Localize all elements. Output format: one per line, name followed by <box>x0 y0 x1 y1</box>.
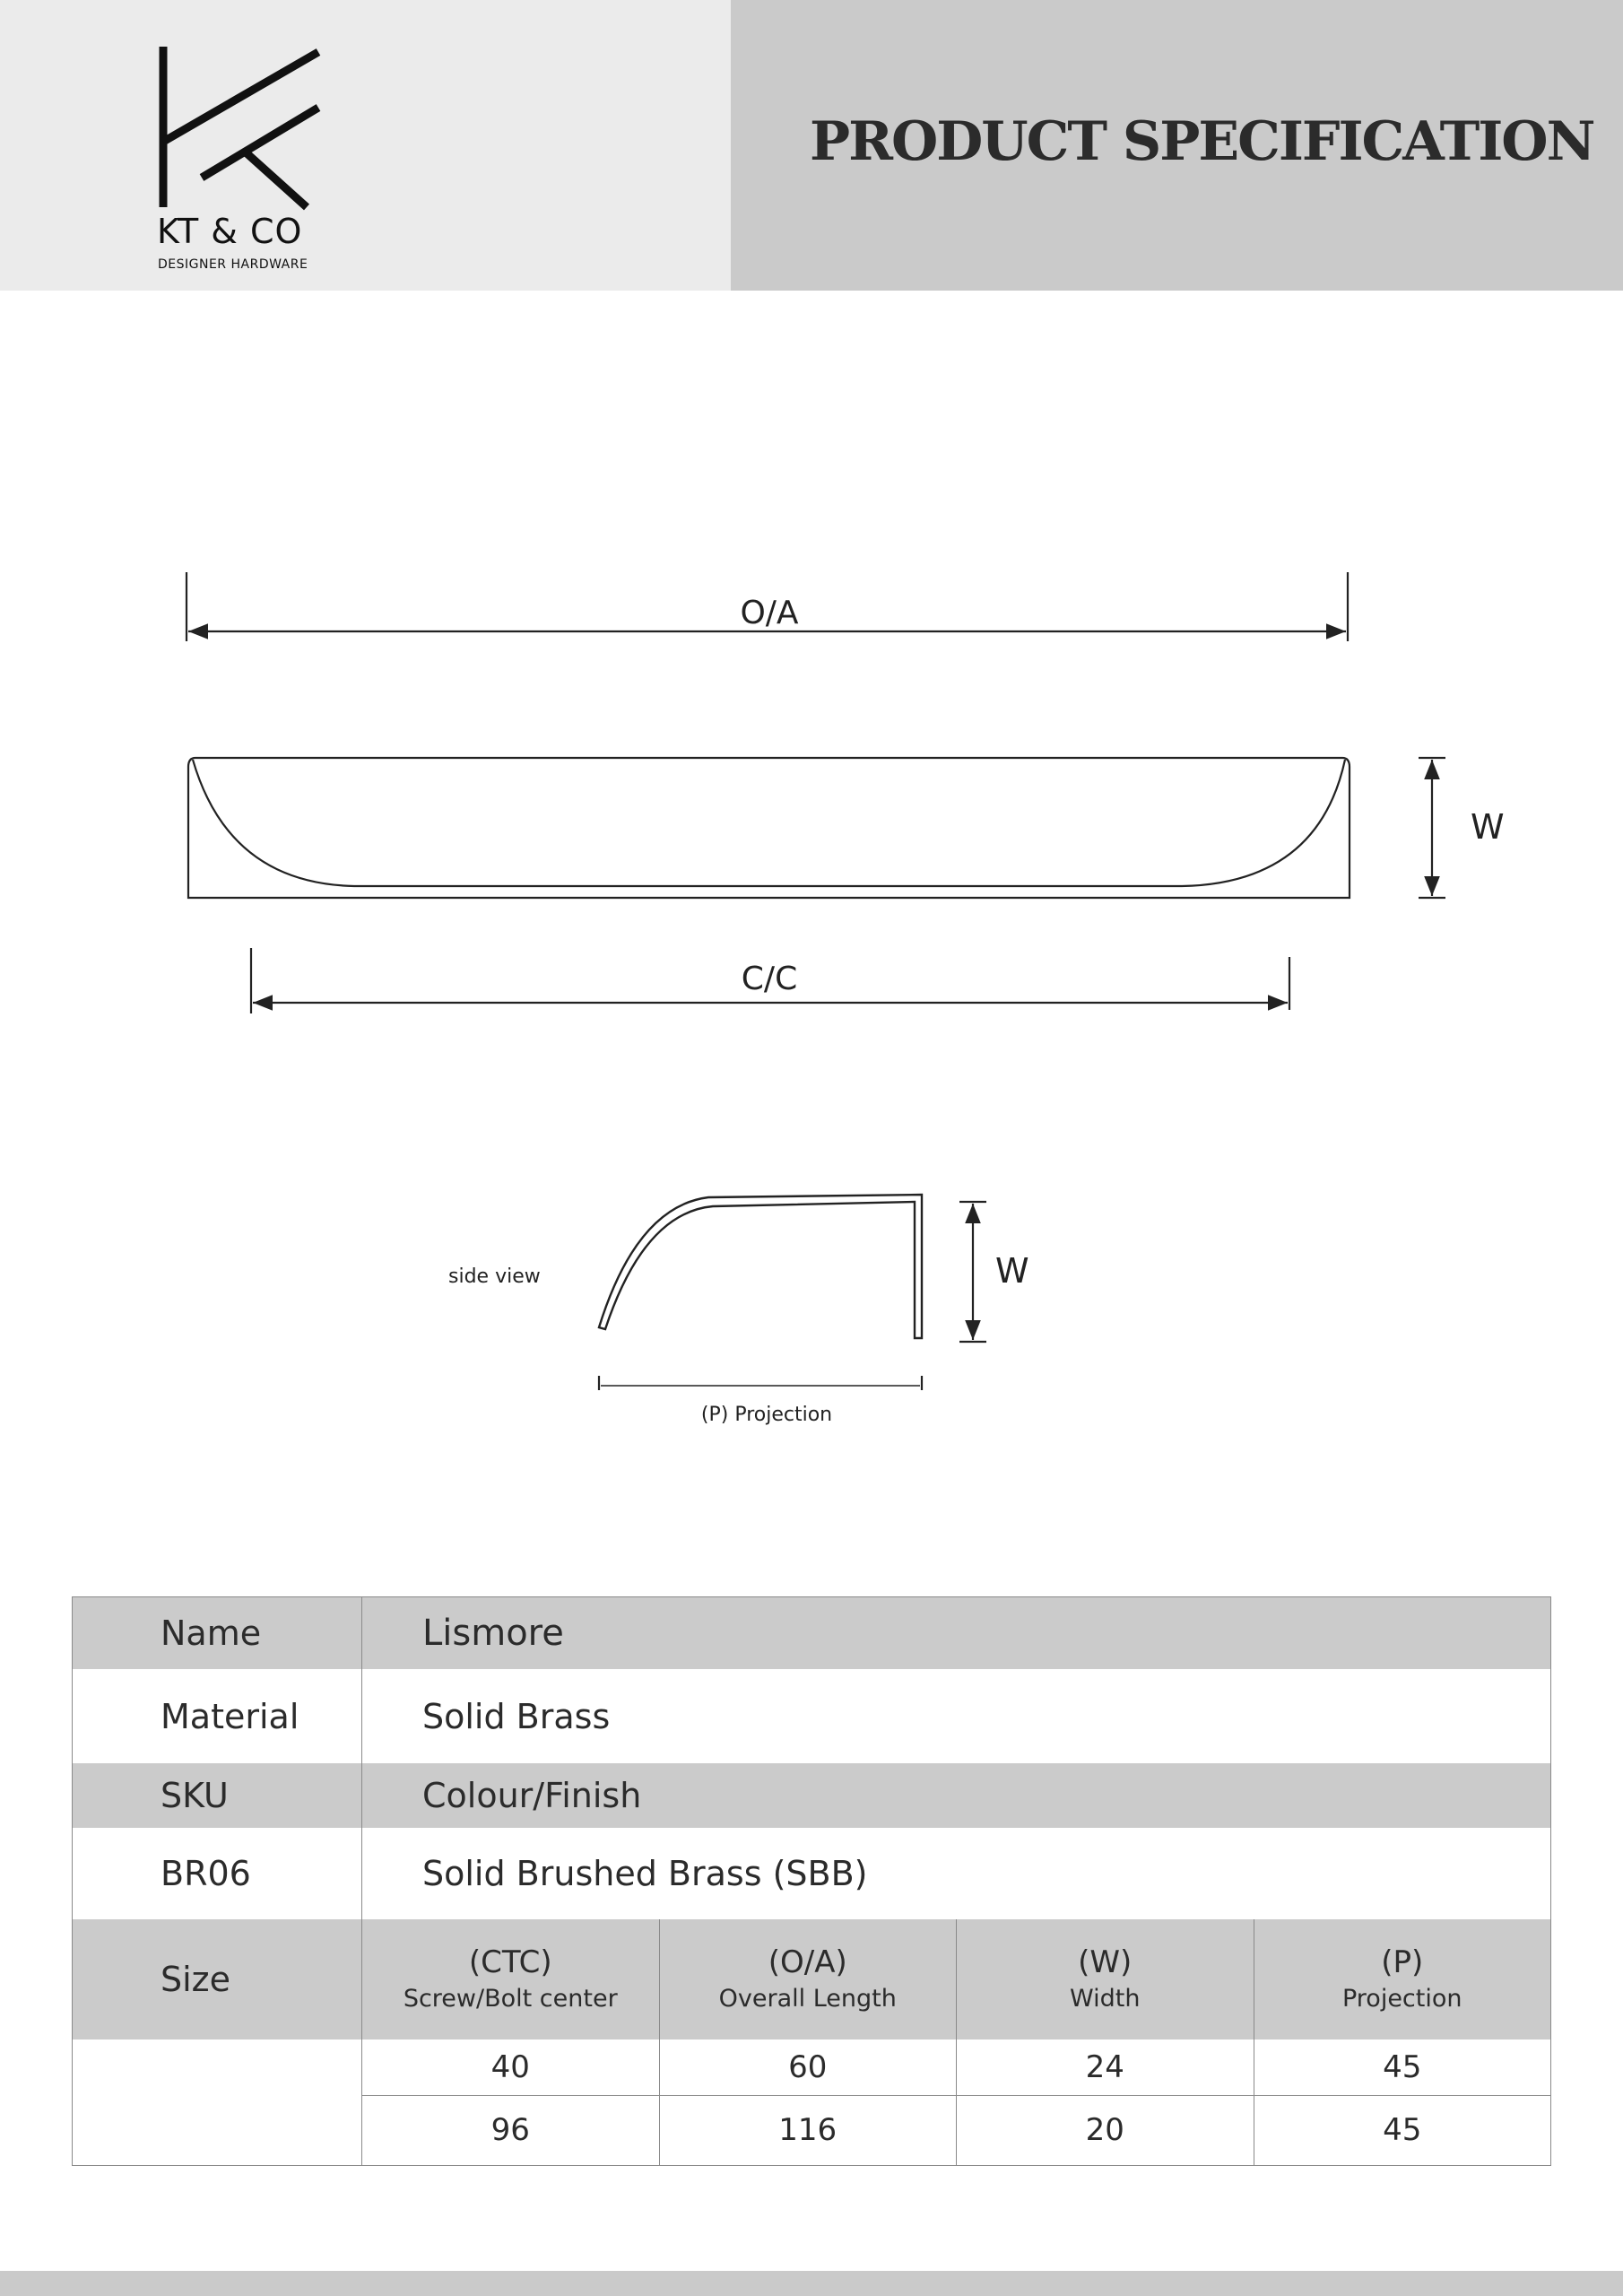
oa-label: O/A <box>740 595 799 631</box>
size-data-block <box>73 2039 1550 2165</box>
material-label: Material <box>161 1696 299 1736</box>
size-w-value: 24 <box>956 2039 1254 2095</box>
name-row <box>73 1597 1550 1669</box>
material-value: Solid Brass <box>361 1669 1550 1763</box>
w-label: W <box>1471 807 1505 847</box>
size-columns <box>361 1919 1550 2039</box>
finish-label: Colour/Finish <box>361 1763 1550 1828</box>
size-column-code: (CTC) <box>468 1944 552 1980</box>
finish-value: Solid Brushed Brass (SBB) <box>361 1828 1550 1919</box>
sku-value-row <box>73 1828 1550 1919</box>
footer-bar <box>0 2271 1623 2296</box>
size-column-code: (W) <box>1078 1944 1133 1980</box>
size-column-ctc <box>362 1919 659 2039</box>
size-column-desc: Projection <box>1341 1985 1462 2013</box>
product-drawing <box>0 538 1623 1453</box>
size-ctc-value: 96 <box>490 2112 530 2148</box>
size-column-w <box>956 1919 1254 2039</box>
sku-value: BR06 <box>161 1854 251 1893</box>
size-p-value: 45 <box>1254 2095 1551 2165</box>
size-column-oa <box>659 1919 957 2039</box>
sku-header-row <box>73 1763 1550 1828</box>
brand-tagline: DESIGNER HARDWARE <box>158 257 308 272</box>
size-ctc-value: 40 <box>490 2049 530 2085</box>
brand-name: KT & CO <box>157 212 303 251</box>
size-w-value: 20 <box>956 2095 1254 2165</box>
size-label: Size <box>161 1960 231 1999</box>
size-column-code: (O/A) <box>768 1944 847 1980</box>
size-column-desc: Overall Length <box>718 1985 897 2013</box>
side-view-label: side view <box>448 1265 541 1288</box>
size-column-desc: Width <box>1070 1985 1141 2013</box>
name-value: Lismore <box>361 1597 1550 1669</box>
size-column-code: (P) <box>1381 1944 1424 1980</box>
handle-front-outline <box>188 758 1350 898</box>
size-oa-value: 60 <box>659 2039 957 2095</box>
side-w-label: W <box>995 1251 1029 1291</box>
header-logo-panel <box>0 0 731 291</box>
size-column-p <box>1254 1919 1551 2039</box>
size-p-value: 45 <box>1254 2039 1551 2095</box>
projection-label: (P) Projection <box>700 1404 833 1426</box>
sku-label: SKU <box>161 1776 229 1815</box>
handle-side-outline <box>599 1195 922 1338</box>
kt-logo-mark <box>152 43 332 213</box>
size-oa-value: 116 <box>659 2095 957 2165</box>
name-label: Name <box>161 1613 262 1653</box>
size-data-row <box>361 2039 1550 2096</box>
size-data-row <box>361 2095 1550 2165</box>
material-row <box>73 1669 1550 1763</box>
size-header-row <box>73 1919 1550 2039</box>
handle-front-curve <box>193 760 1345 886</box>
page-title: PRODUCT SPECIFICATION <box>810 110 1594 173</box>
spec-table <box>72 1596 1551 2166</box>
size-column-desc: Screw/Bolt center <box>403 1985 618 2013</box>
cc-label: C/C <box>741 961 798 997</box>
